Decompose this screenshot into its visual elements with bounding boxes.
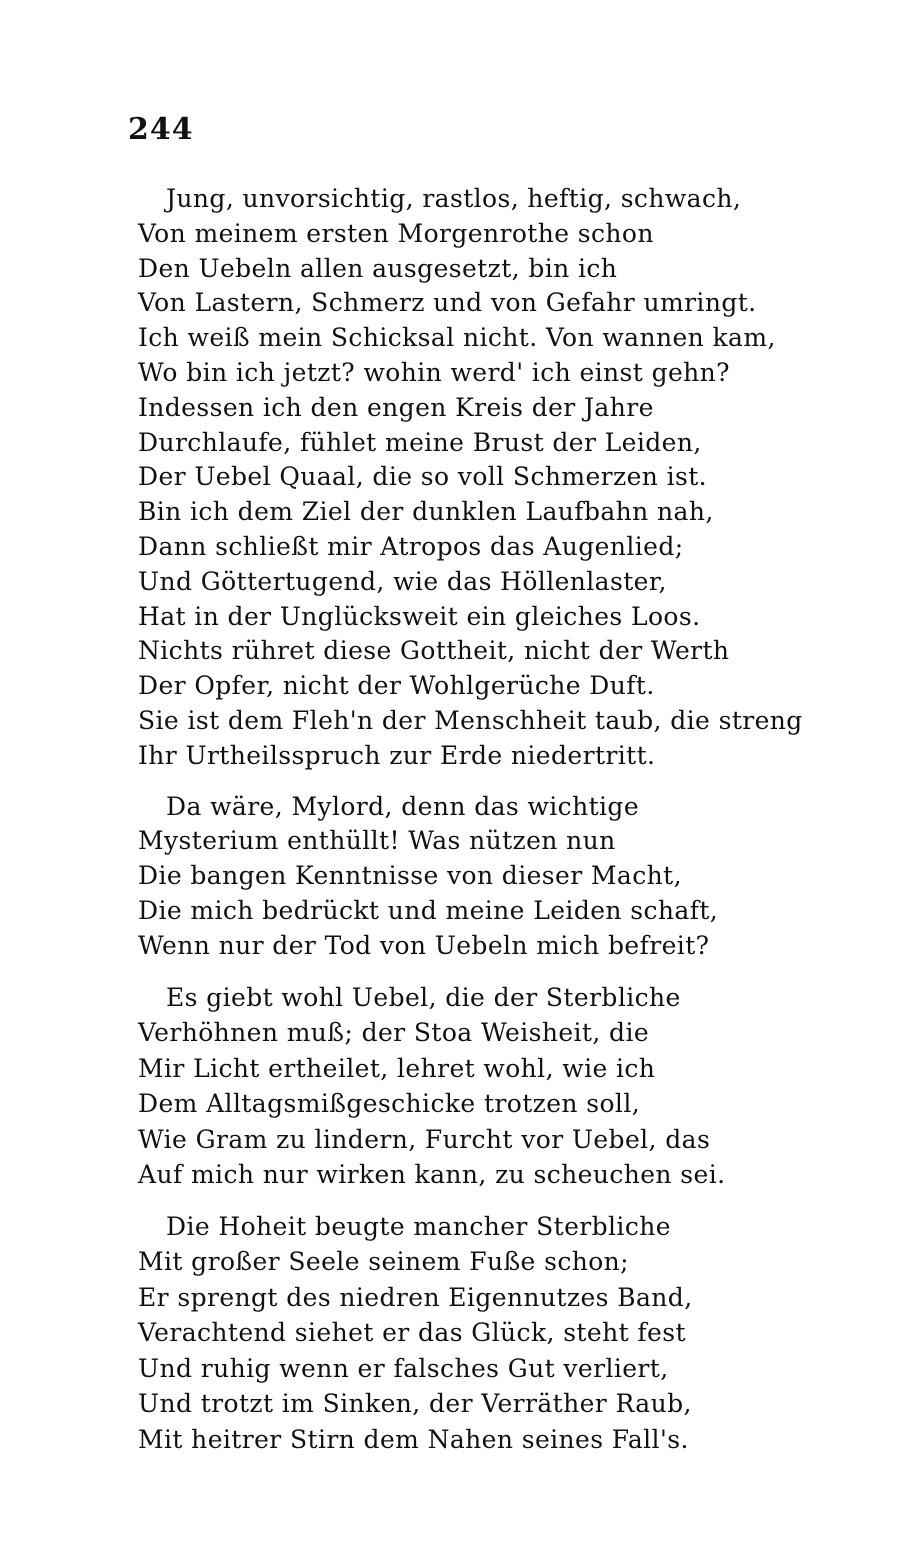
poem-text: [138, 182, 838, 1457]
poem-line: Mir Licht ertheilet, lehret wohl, wie ich: [138, 1053, 656, 1083]
poem-line: Indessen ich den engen Kreis der Jahre: [138, 392, 654, 422]
poem-line: Der Opfer, nicht der Wohlgerüche Duft.: [138, 671, 655, 701]
poem-line: Die mich bedrückt und meine Leiden schaft,: [138, 895, 719, 925]
poem-line: Und Göttertugend, wie das Höllenlaster,: [138, 566, 667, 596]
poem-line: Ich weiß mein Schicksal nicht. Von wannen kam,: [138, 323, 776, 353]
poem-line: Wie Gram zu lindern, Furcht vor Uebel, das: [138, 1124, 711, 1154]
poem-line: Der Uebel Quaal, die so voll Schmerzen ist.: [138, 462, 708, 492]
poem-line: Wenn nur der Tod von Uebeln mich befreit?: [138, 930, 710, 960]
poem-line: Den Uebeln allen ausgesetzt, bin ich: [138, 253, 618, 283]
page-number: 244: [128, 112, 194, 147]
poem-line: Jung, unvorsichtig, rastlos, heftig, schwach,: [166, 184, 742, 213]
poem-line: Dem Alltagsmißgeschicke trotzen soll,: [138, 1089, 641, 1119]
poem-line: Von Lastern, Schmerz und von Gefahr umringt.: [138, 288, 757, 318]
poem-line: Mit großer Seele seinem Fuße schon;: [138, 1247, 630, 1277]
stanza-3: [138, 980, 838, 1193]
poem-line: Verachtend siehet er das Glück, steht fest: [138, 1318, 686, 1348]
poem-line: Die Hoheit beugte mancher Sterbliche: [166, 1211, 671, 1241]
stanza-1: [138, 182, 838, 774]
stanza-4: [138, 1209, 838, 1458]
poem-line: Ihr Urtheilsspruch zur Erde niedertritt.: [138, 740, 656, 770]
poem-line: Es giebt wohl Uebel, die der Sterbliche: [166, 982, 681, 1012]
poem-line: Und trotzt im Sinken, der Verräther Raub,: [138, 1389, 692, 1419]
poem-line: Da wäre, Mylord, denn das wichtige: [166, 791, 640, 821]
poem-line: Hat in der Unglücksweit ein gleiches Loos.: [138, 601, 701, 631]
poem-line: Mysterium enthüllt! Was nützen nun: [138, 826, 616, 856]
poem-line: Durchlaufe, fühlet meine Brust der Leiden,: [138, 427, 702, 457]
stanza-2: [138, 790, 838, 964]
poem-line: Mit heitrer Stirn dem Nahen seines Fall's.: [138, 1424, 689, 1454]
poem-line: Bin ich dem Ziel der dunklen Laufbahn nah,: [138, 497, 714, 527]
poem-line: Nichts rühret diese Gottheit, nicht der Werth: [138, 636, 730, 666]
poem-line: Wo bin ich jetzt? wohin werd' ich einst gehn?: [138, 357, 730, 387]
poem-line: Die bangen Kenntnisse von dieser Macht,: [138, 861, 682, 891]
poem-line: Von meinem ersten Morgenrothe schon: [138, 218, 654, 248]
poem-line: Verhöhnen muß; der Stoa Weisheit, die: [138, 1018, 650, 1048]
poem-line: Und ruhig wenn er falsches Gut verliert,: [138, 1353, 669, 1383]
poem-line: Sie ist dem Fleh'n der Menschheit taub, die streng: [138, 705, 803, 735]
poem-line: Er sprengt des niedren Eigennutzes Band,: [138, 1282, 693, 1312]
poem-line: Dann schließt mir Atropos das Augenlied;: [138, 531, 684, 561]
poem-line: Auf mich nur wirken kann, zu scheuchen sei.: [138, 1160, 726, 1190]
